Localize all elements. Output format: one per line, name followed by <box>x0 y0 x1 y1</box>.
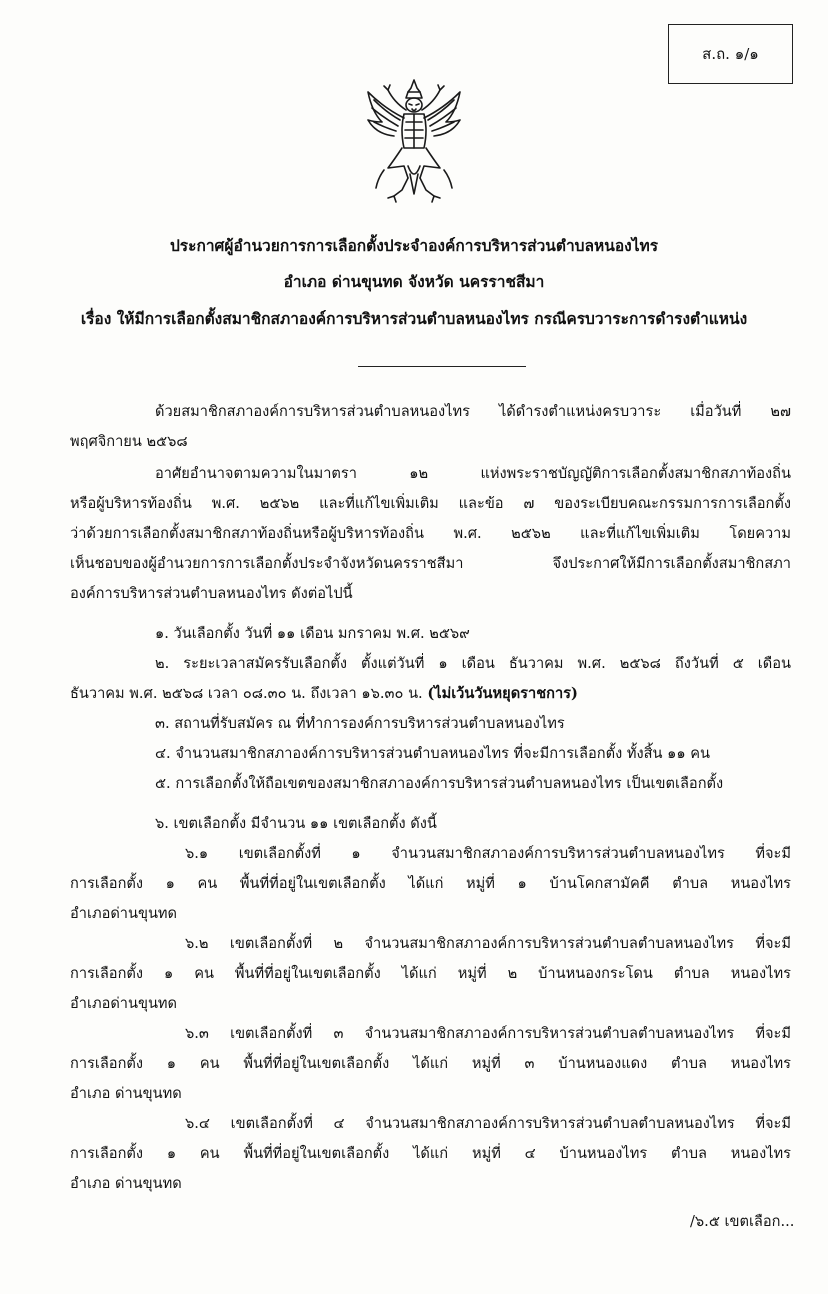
zone-4-line-1: ๖.๔ เขตเลือกตั้งที่ ๔ จำนวนสมาชิกสภาองค์การบริหารส่วนตำบลตำบลหนองไทร ที่จะมี <box>185 1115 791 1132</box>
continuation-marker: /๖.๕ เขตเลือก... <box>690 1213 795 1230</box>
item-2-registration-period: ๒. ระยะเวลาสมัครรับเลือกตั้ง ตั้งแต่วันที่ ๑ เดือน ธันวาคม พ.ศ. ๒๕๖๘ ถึงวันที่ ๕ เดือน <box>155 655 791 672</box>
item-6-zone-count: ๖. เขตเลือกตั้ง มีจำนวน ๑๑ เขตเลือกตั้ง ดังนี้ <box>155 815 437 832</box>
item-3-registration-place: ๓. สถานที่รับสมัคร ณ ที่ทำการองค์การบริหารส่วนตำบลหนองไทร <box>155 715 565 732</box>
zone-4-line-3: อำเภอ ด่านขุนทด <box>70 1175 182 1192</box>
paragraph-1-line-1: ด้วยสมาชิกสภาองค์การบริหารส่วนตำบลหนองไทร ได้ดำรงตำแหน่งครบวาระ เมื่อวันที่ ๒๗ <box>155 403 791 420</box>
paragraph-2-line-4: เห็นชอบของผู้อำนวยการการเลือกตั้งประจำจังหวัดนครราชสีมา จึงประกาศให้มีการเลือกตั้งสมาชิกสภา <box>70 555 791 572</box>
zone-2-line-2: การเลือกตั้ง ๑ คน พื้นที่ที่อยู่ในเขตเลือกตั้ง ได้แก่ หมู่ที่ ๒ บ้านหนองกระโดน ตำบล หนองไทร <box>70 965 791 982</box>
zone-1-line-2: การเลือกตั้ง ๑ คน พื้นที่ที่อยู่ในเขตเลือกตั้ง ได้แก่ หมู่ที่ ๑ บ้านโคกสามัคคี ตำบล หนองไทร <box>70 875 791 892</box>
item-1-election-date: ๑. วันเลือกตั้ง วันที่ ๑๑ เดือน มกราคม พ.ศ. ๒๕๖๙ <box>155 625 470 642</box>
form-code: ส.ถ. ๑/๑ <box>702 45 759 63</box>
paragraph-2-line-2: หรือผู้บริหารท้องถิ่น พ.ศ. ๒๕๖๒ และที่แก้ไขเพิ่มเติม และข้อ ๗ ของระเบียบคณะกรรมการการเลือกตั้ง <box>70 495 791 512</box>
header-line-1: ประกาศผู้อำนวยการการเลือกตั้งประจำองค์การบริหารส่วนตำบลหนองไทร <box>169 236 659 255</box>
zone-3-line-2: การเลือกตั้ง ๑ คน พื้นที่ที่อยู่ในเขตเลือกตั้ง ได้แก่ หมู่ที่ ๓ บ้านหนองแดง ตำบล หนองไทร <box>70 1055 791 1072</box>
item-2-note: (ไม่เว้นวันหยุดราชการ) <box>427 685 578 702</box>
zone-2-line-3: อำเภอด่านขุนทด <box>70 995 178 1012</box>
form-code-box <box>668 24 793 84</box>
item-2-time-text: ธันวาคม พ.ศ. ๒๕๖๘ เวลา ๐๘.๓๐ น. ถึงเวลา ๑๖.๓๐ น. <box>70 685 423 702</box>
item-4-member-count: ๔. จำนวนสมาชิกสภาองค์การบริหารส่วนตำบลหนองไทร ที่จะมีการเลือกตั้ง ทั้งสิ้น ๑๑ คน <box>155 745 711 762</box>
paragraph-2-line-5: องค์การบริหารส่วนตำบลหนองไทร ดังต่อไปนี้ <box>70 585 353 602</box>
zone-2-line-1: ๖.๒ เขตเลือกตั้งที่ ๒ จำนวนสมาชิกสภาองค์การบริหารส่วนตำบลตำบลหนองไทร ที่จะมี <box>185 935 791 952</box>
zone-3-line-3: อำเภอ ด่านขุนทด <box>70 1085 182 1102</box>
zone-3-line-1: ๖.๓ เขตเลือกตั้งที่ ๓ จำนวนสมาชิกสภาองค์การบริหารส่วนตำบลตำบลหนองไทร ที่จะมี <box>185 1025 791 1042</box>
header-subject: เรื่อง ให้มีการเลือกตั้งสมาชิกสภาองค์การบริหารส่วนตำบลหนองไทร กรณีครบวาระการดำรงตำแหน่ง <box>80 309 748 328</box>
zone-1-line-1: ๖.๑ เขตเลือกตั้งที่ ๑ จำนวนสมาชิกสภาองค์การบริหารส่วนตำบลหนองไทร ที่จะมี <box>185 845 791 862</box>
zone-4-line-2: การเลือกตั้ง ๑ คน พื้นที่ที่อยู่ในเขตเลือกตั้ง ได้แก่ หมู่ที่ ๔ บ้านหนองไทร ตำบล หนองไทร <box>70 1145 791 1162</box>
zone-1-line-3: อำเภอด่านขุนทด <box>70 905 178 922</box>
item-2-registration-time <box>70 684 578 704</box>
header-divider <box>358 366 526 367</box>
paragraph-2-line-1: อาศัยอำนาจตามความในมาตรา ๑๒ แห่งพระราชบัญญัติการเลือกตั้งสมาชิกสภาท้องถิ่น <box>155 465 791 482</box>
garuda-emblem-icon <box>364 78 464 204</box>
item-5-constituency-rule: ๕. การเลือกตั้งให้ถือเขตของสมาชิกสภาองค์การบริหารส่วนตำบลหนองไทร เป็นเขตเลือกตั้ง <box>155 775 724 792</box>
header-line-2: อำเภอ ด่านขุนทด จังหวัด นครราชสีมา <box>283 272 545 291</box>
paragraph-1-line-2: พฤศจิกายน ๒๕๖๘ <box>70 433 188 450</box>
paragraph-2-line-3: ว่าด้วยการเลือกตั้งสมาชิกสภาท้องถิ่นหรือผู้บริหารท้องถิ่น พ.ศ. ๒๕๖๒ และที่แก้ไขเพิ่มเติม โดยความ <box>70 525 791 542</box>
